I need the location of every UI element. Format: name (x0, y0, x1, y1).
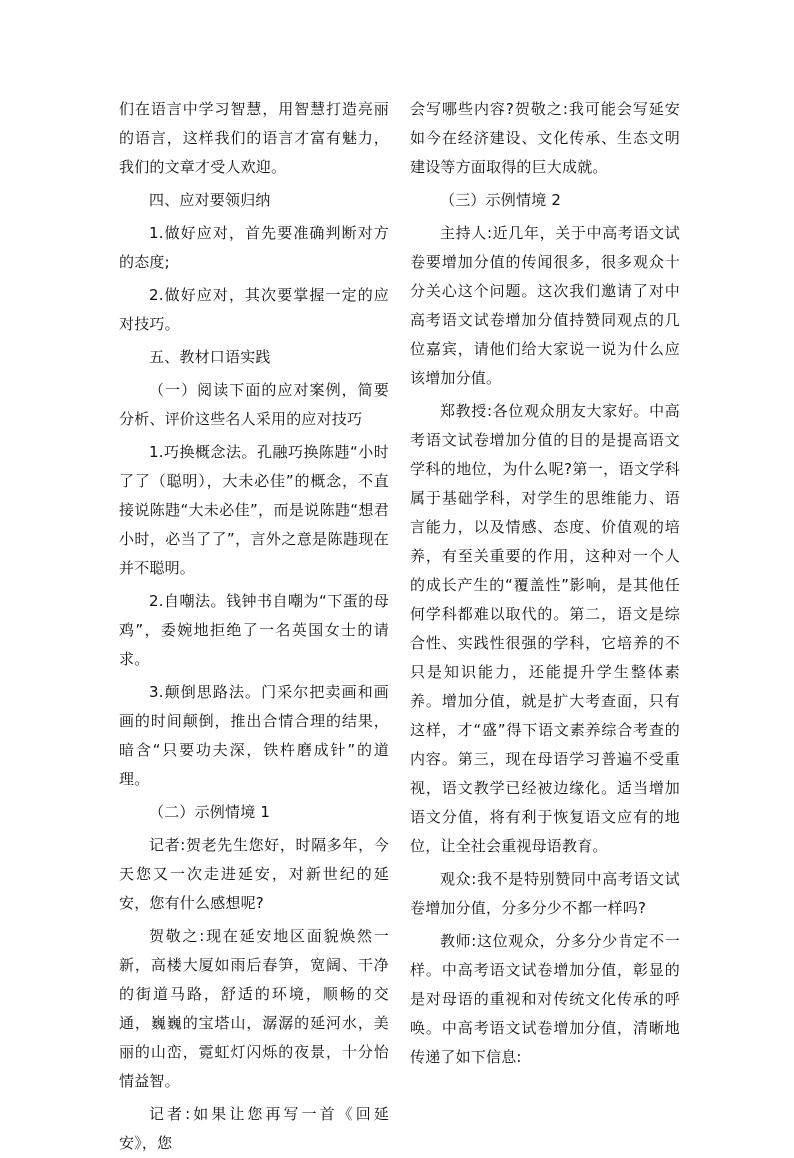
paragraph: 郑教授:各位观众朋友大家好。中高考语文试卷增加分值的目的是提高语文学科的地位，为什么呢?第一，语文学科属于基础学科，对学生的思维能力、语言能力，以及情感、态度、价值观的培养，有至关重要的作用，这种对一个人的成长产生的“覆盖性”影响，是其他任何学科都难以取代的。第二，语文是综合性、实践性很强的学科，它培养的不只是知识能力，还能提升学生整体素养。增加分值，就是扩大考查面，只有这样，才“盛”得下语文素养综合考查的内容。第三，现在母语学习普遍不受重视，语文教学已经被边缘化。适当增加语文分值，将有利于恢复语文应有的地位，让全社会重视母语教育。 (410, 402, 680, 855)
paragraph: 观众:我不是特别赞同中高考语文试卷增加分值，分多分少不都一样吗? (410, 870, 680, 917)
left-column (119, 95, 389, 1158)
paragraph: 记者:贺老先生您好，时隔多年，今天您又一次走进延安，对新世纪的延安，您有什么感想呢? (119, 836, 389, 912)
paragraph: 3.颠倒思路法。门采尔把卖画和画画的时间颠倒，推出合情合理的结果，暗含“只要功夫深，铁杵磨成针”的道理。 (119, 683, 389, 788)
paragraph: 教师:这位观众，分多分少肯定不一样。中高考语文试卷增加分值，彰显的是对母语的重视和对传统文化传承的呼唤。中高考语文试卷增加分值，清晰地传递了如下信息: (410, 932, 680, 1066)
paragraph: 会写哪些内容?贺敬之:我可能会写延安如今在经济建设、文化传承、生态文明建设等方面取得的巨大成就。 (410, 100, 680, 176)
paragraph: 贺敬之:现在延安地区面貌焕然一新，高楼大厦如雨后春笋，宽阔、干净的街道马路，舒适的环境，顺畅的交通，巍巍的宝塔山，潺潺的延河水，美丽的山峦，霓虹灯闪烁的夜景，十分怡情益智。 (119, 927, 389, 1090)
right-column (410, 95, 680, 1072)
paragraph: 主持人:近几年，关于中高考语文试卷要增加分值的传闻很多，很多观众十分关心这个问题。这次我们邀请了对中高考语文试卷增加分值持赞同观点的几位嘉宾，请他们给大家说一说为什么应该增加分值。 (410, 224, 680, 387)
paragraph: 2.做好应对，其次要掌握一定的应对技巧。 (119, 286, 389, 333)
section-heading: 四、应对要领归纳 (149, 191, 271, 209)
section-heading: （三）示例情境 2 (440, 191, 562, 209)
paragraph: 2.自嘲法。钱钟书自嘲为“下蛋的母鸡”，委婉地拒绝了一名英国女士的请求。 (119, 592, 389, 668)
paragraph: （一）阅读下面的应对案例，简要分析、评价这些名人采用的应对技巧 (119, 381, 389, 428)
section-heading: 五、教材口语实践 (149, 348, 271, 366)
paragraph: 1.巧换概念法。孔融巧换陈韪“小时了了（聪明），大未必佳”的概念，不直接说陈韪“大未必佳”，而是说陈韪“想君小时，必当了了”，言外之意是陈韪现在并不聪明。 (119, 443, 389, 577)
paragraph: 记者:如果让您再写一首《回延安》，您 (119, 1105, 389, 1152)
section-heading: （二）示例情境 1 (149, 803, 271, 821)
paragraph: 们在语言中学习智慧，用智慧打造亮丽的语言，这样我们的语言才富有魅力，我们的文章才受人欢迎。 (119, 100, 389, 176)
paragraph: 1.做好应对，首先要准确判断对方的态度; (119, 224, 389, 271)
